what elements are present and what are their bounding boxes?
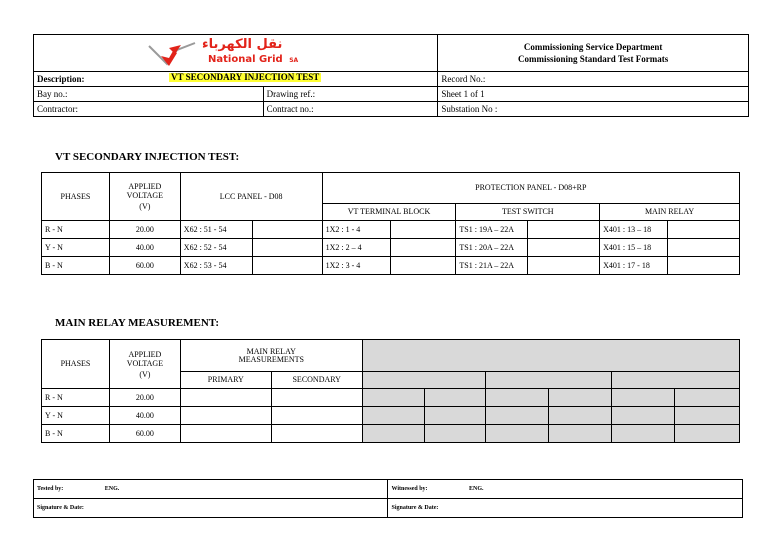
secondary-cell[interactable] [271, 425, 362, 443]
witnessed-by-value: ENG. [469, 486, 484, 492]
vt-terminal-cell: 1X2 : 1 - 4 [322, 221, 390, 239]
vt-result-cell[interactable] [390, 257, 456, 275]
voltage-cell: 60.00 [109, 425, 180, 443]
vt-injection-table [41, 172, 740, 275]
tested-by-label: Tested by: [37, 486, 64, 492]
lcc-terminal-cell: X62 : 53 - 54 [180, 257, 252, 275]
lcc-terminal-cell: X62 : 52 - 54 [180, 239, 252, 257]
voltage-cell: 40.00 [109, 407, 180, 425]
shaded-cell [549, 389, 612, 407]
main-relay-result-cell[interactable] [668, 239, 740, 257]
shaded-cell [424, 407, 486, 425]
table-row [42, 257, 740, 275]
logo-cell [34, 35, 438, 72]
signature-date-left-cell[interactable]: Signature & Date: [34, 499, 388, 518]
shaded-cell [424, 425, 486, 443]
department-cell [438, 35, 749, 72]
shaded-cell [362, 407, 424, 425]
test-switch-result-cell[interactable] [528, 239, 600, 257]
main-relay-cell: X401 : 13 – 18 [600, 221, 668, 239]
vt-result-cell[interactable] [390, 221, 456, 239]
signature-table [33, 479, 743, 518]
applied-voltage-header [109, 173, 180, 221]
test-switch-result-cell[interactable] [528, 221, 600, 239]
test-switch-result-cell[interactable] [528, 257, 600, 275]
phase-cell: Y - N [42, 239, 110, 257]
phase-cell: R - N [42, 389, 110, 407]
primary-cell[interactable] [180, 407, 271, 425]
description-value: VT SECONDARY INJECTION TEST [171, 72, 320, 82]
main-relay-header: MAIN RELAY [600, 204, 740, 221]
shaded-cell [486, 389, 549, 407]
shaded-header-cell [362, 340, 739, 372]
applied-voltage-header [109, 340, 180, 389]
shaded-cell [549, 425, 612, 443]
test-switch-cell: TS1 : 21A – 22A [456, 257, 528, 275]
contractor-cell: Contractor: [34, 102, 264, 117]
shaded-cell [675, 425, 740, 443]
shaded-cell [486, 425, 549, 443]
tested-by-cell[interactable] [34, 480, 388, 499]
logo-arabic-text: نقل الكهرباء [202, 37, 283, 52]
voltage-cell: 60.00 [109, 257, 180, 275]
voltage-cell: 40.00 [109, 239, 180, 257]
secondary-cell[interactable] [271, 389, 362, 407]
witnessed-by-cell[interactable] [388, 480, 743, 499]
test-switch-cell: TS1 : 19A – 22A [456, 221, 528, 239]
section1-title: VT SECONDARY INJECTION TEST: [55, 151, 240, 163]
vt-terminal-block-header: VT TERMINAL BLOCK [322, 204, 456, 221]
drawing-ref-cell: Drawing ref.: [263, 87, 438, 102]
description-label: Description: [37, 73, 85, 84]
lcc-result-cell[interactable] [252, 239, 322, 257]
table-row [42, 425, 740, 443]
shaded-cell [362, 389, 424, 407]
vt-result-cell[interactable] [390, 239, 456, 257]
main-relay-measurement-table [41, 339, 740, 443]
shaded-subheader-cell [362, 372, 486, 389]
substation-no-cell: Substation No : [438, 102, 749, 117]
section2-title: MAIN RELAY MEASUREMENT: [55, 317, 219, 329]
shaded-cell [612, 425, 675, 443]
phase-cell: R - N [42, 221, 110, 239]
sheet-cell: Sheet 1 of 1 [438, 87, 749, 102]
table-row [42, 389, 740, 407]
voltage-unit: (V) [139, 202, 151, 211]
logo-sa: SA [289, 57, 299, 64]
record-no-cell: Record No.: [438, 72, 749, 87]
table-row [42, 221, 740, 239]
main-relay-cell: X401 : 15 – 18 [600, 239, 668, 257]
vt-terminal-cell: 1X2 : 3 - 4 [322, 257, 390, 275]
lcc-result-cell[interactable] [252, 257, 322, 275]
phase-cell: Y - N [42, 407, 110, 425]
logo-english-name: National Grid [208, 54, 283, 65]
shaded-cell [612, 407, 675, 425]
table-row [42, 407, 740, 425]
contract-no-cell: Contract no.: [263, 102, 438, 117]
lcc-terminal-cell: X62 : 51 - 54 [180, 221, 252, 239]
main-relay-measurements-line1: MAIN RELAY [246, 346, 296, 356]
department-line2: Commissioning Standard Test Formats [518, 54, 669, 64]
main-relay-measurements-header [180, 340, 362, 372]
main-relay-measurements-line2: MEASUREMENTS [238, 354, 304, 364]
applied-voltage-label: APPLIED VOLTAGE [126, 182, 164, 200]
signature-date-right-cell[interactable]: Signature & Date: [388, 499, 743, 518]
secondary-header: SECONDARY [271, 372, 362, 389]
header-table [33, 34, 749, 117]
protection-panel-header: PROTECTION PANEL - D08+RP [322, 173, 739, 204]
shaded-cell [549, 407, 612, 425]
main-relay-result-cell[interactable] [668, 221, 740, 239]
witnessed-by-label: Witnessed by: [391, 486, 428, 492]
primary-cell[interactable] [180, 425, 271, 443]
shaded-subheader-cell [612, 372, 740, 389]
department-line1: Commissioning Service Department [523, 42, 663, 52]
phases-header: PHASES [42, 340, 110, 389]
lcc-result-cell[interactable] [252, 221, 322, 239]
test-switch-header: TEST SWITCH [456, 204, 600, 221]
shaded-cell [424, 389, 486, 407]
phase-cell: B - N [42, 425, 110, 443]
shaded-subheader-cell [486, 372, 612, 389]
lcc-panel-header: LCC PANEL - D08 [180, 173, 322, 221]
voltage-cell: 20.00 [109, 221, 180, 239]
tested-by-value: ENG. [104, 486, 120, 492]
primary-cell[interactable] [180, 389, 271, 407]
phase-cell: B - N [42, 257, 110, 275]
vt-terminal-cell: 1X2 : 2 – 4 [322, 239, 390, 257]
voltage-unit: (V) [139, 369, 151, 379]
secondary-cell[interactable] [271, 407, 362, 425]
test-switch-cell: TS1 : 20A – 22A [456, 239, 528, 257]
table-row [42, 239, 740, 257]
primary-header: PRIMARY [180, 372, 271, 389]
shaded-cell [612, 389, 675, 407]
description-cell [34, 72, 438, 87]
shaded-cell [675, 389, 740, 407]
phases-header: PHASES [42, 173, 110, 221]
main-relay-cell: X401 : 17 - 18 [600, 257, 668, 275]
company-logo [147, 40, 197, 70]
logo-english-text [208, 55, 298, 65]
applied-voltage-label: APPLIED VOLTAGE [126, 349, 164, 368]
shaded-cell [675, 407, 740, 425]
voltage-cell: 20.00 [109, 389, 180, 407]
shaded-cell [486, 407, 549, 425]
shaded-cell [362, 425, 424, 443]
logo-emblem-icon [147, 40, 197, 68]
main-relay-result-cell[interactable] [668, 257, 740, 275]
bay-no-cell: Bay no.: [34, 87, 264, 102]
